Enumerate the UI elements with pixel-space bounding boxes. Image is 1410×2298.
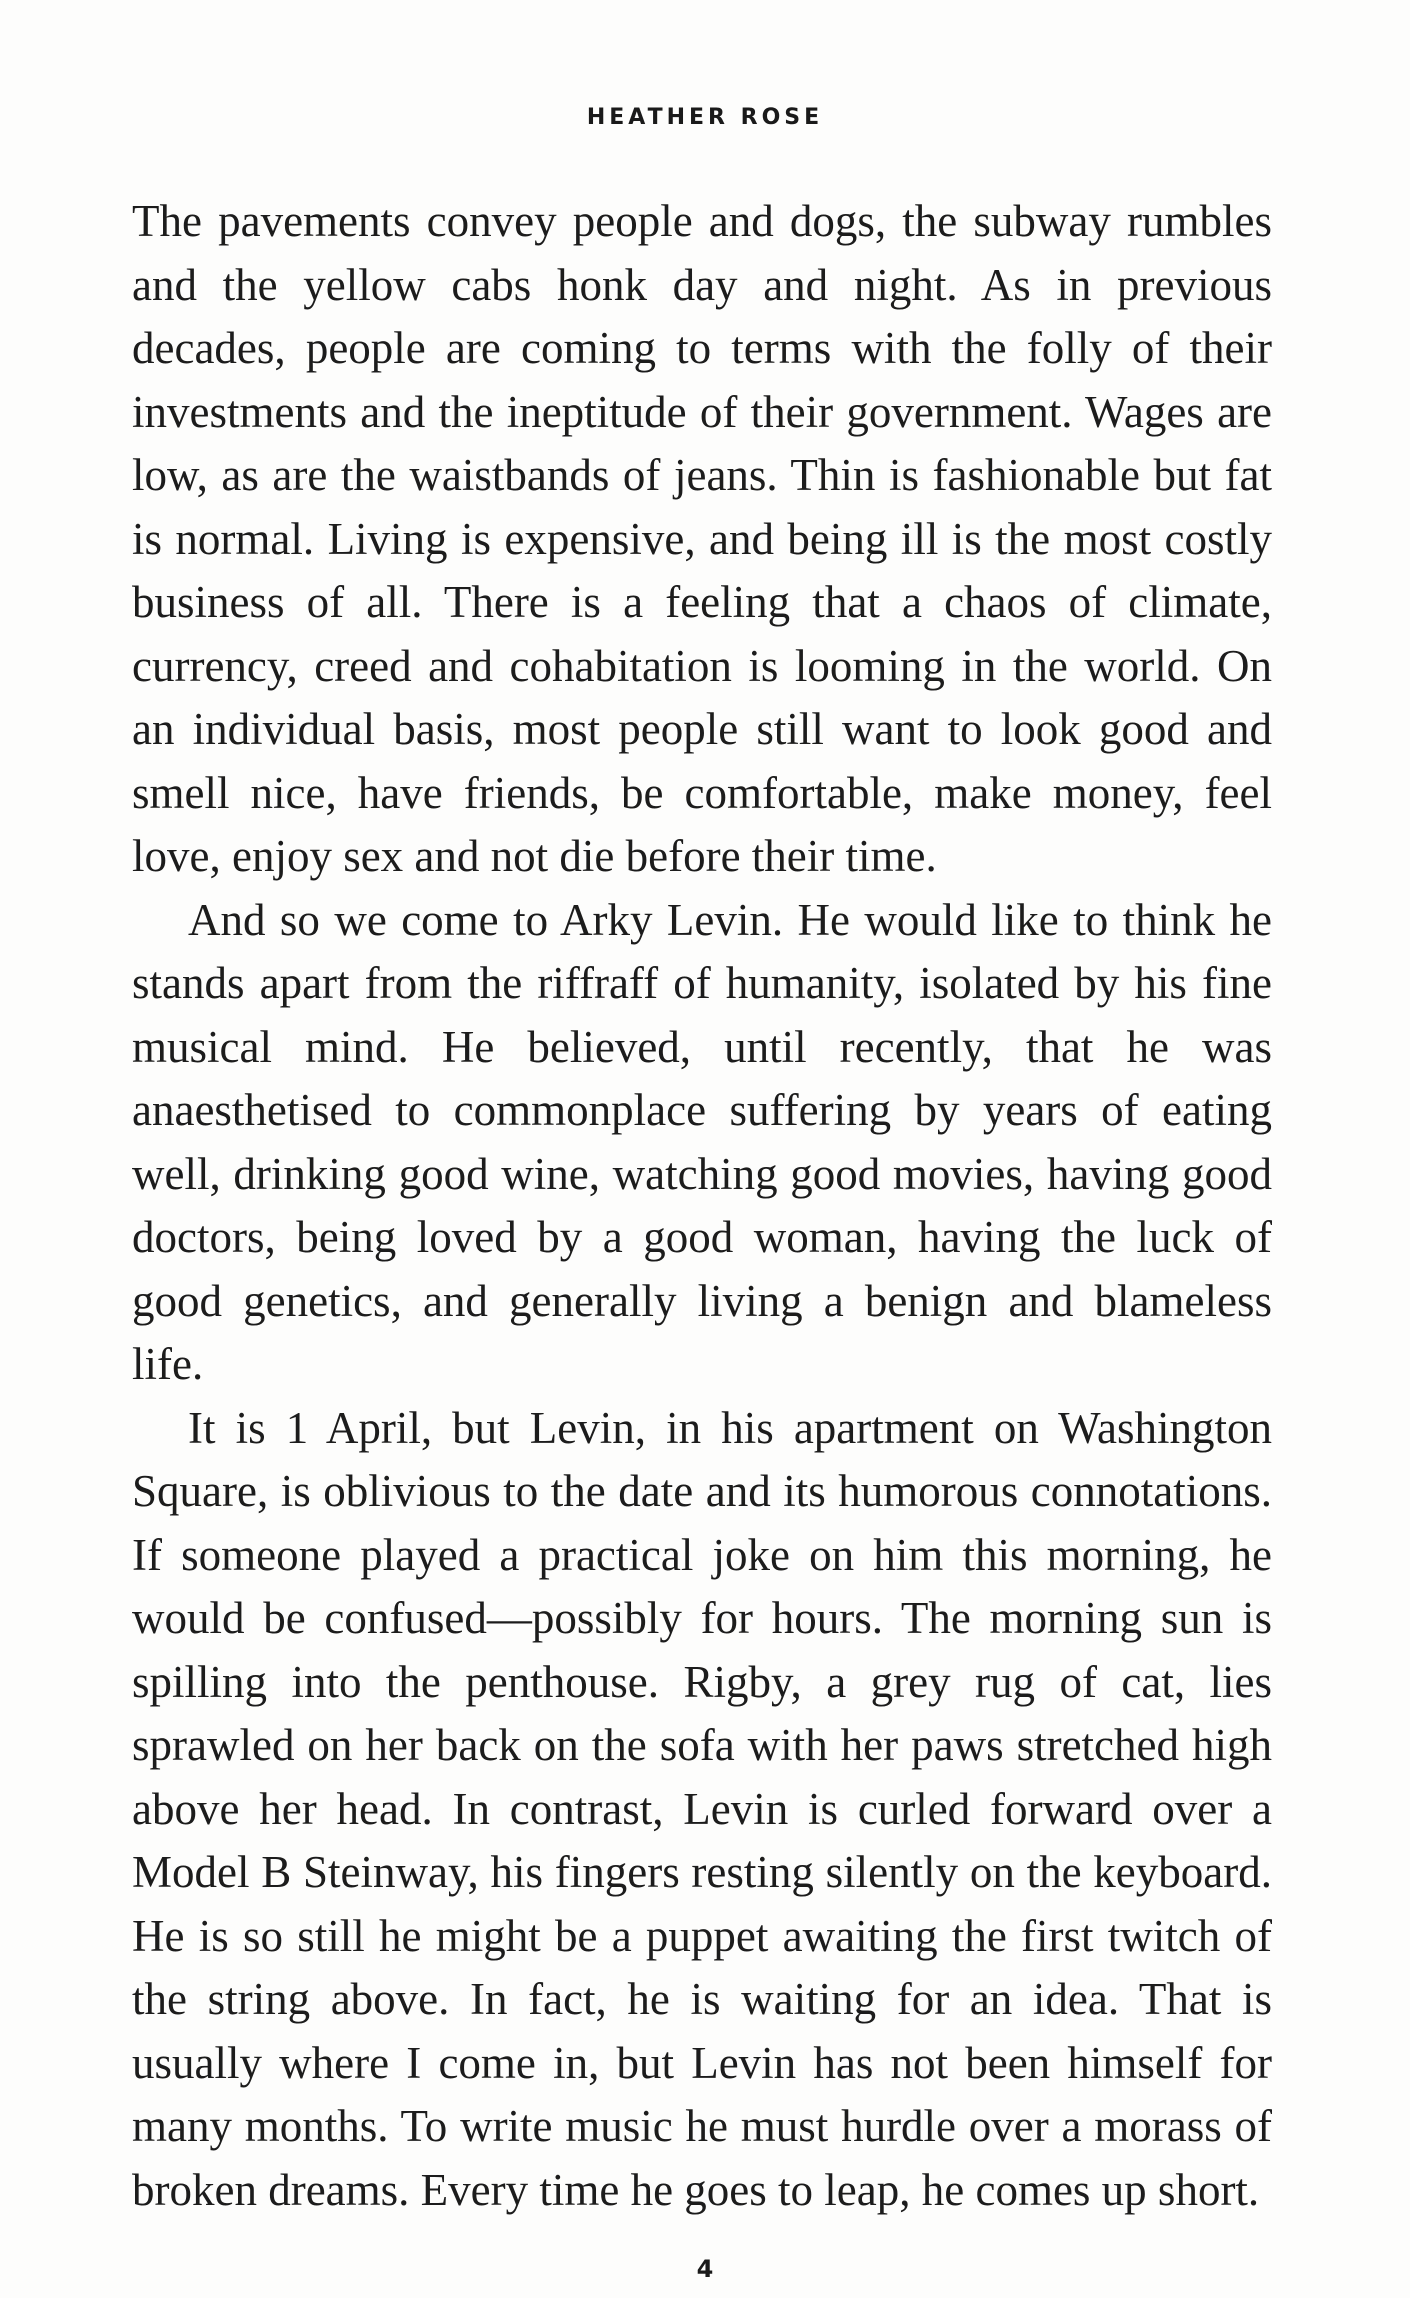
paragraph-2: And so we come to Arky Levin. He would like to think he stands apart from the riffraff of humanity, isolated by his fine musical mind. He believed, until recently, that he was anaesthetised to commonplace suffering by years of eating well, drinking good wine, watching good movies, having good doctors, being loved by a good woman, having the luck of good genetics, and generally living a benign and blameless life. — [132, 894, 1272, 1389]
page-number: 4 — [696, 2255, 714, 2283]
paragraph-1: The pavements convey people and dogs, the subway rumbles and the yellow cabs honk day and night. As in previous decades, people are coming to terms with the folly of their investments and the ineptitude of their government. Wages are low, as are the waistbands of jeans. Thin is fashionable but fat is normal. Living is expensive, and being ill is the most costly business of all. There is a feeling that a chaos of climate, currency, creed and cohabitation is looming in the world. On an individual basis, most people still want to look good and smell nice, have friends, be comfortable, make money, feel love, enjoy sex and not die before their time. — [132, 196, 1272, 881]
running-head: HEATHER ROSE — [586, 105, 824, 130]
paragraph-3: It is 1 April, but Levin, in his apartment on Washington Square, is oblivious to the date and its humorous connotations. If someone played a practical joke on him this morning, he would be confused—possibly for hours. The morning sun is spilling into the penthouse. Rigby, a grey rug of cat, lies sprawled on her back on the sofa with her paws stretched high above her head. In contrast, Levin is curled forward over a Model B Steinway, his fingers resting silently on the keyboard. He is so still he might be a puppet awaiting the first twitch of the string above. In fact, he is waiting for an idea. That is usually where I come in, but Levin has not been himself for many months. To write music he must hurdle over a morass of broken dreams. Every time he goes to leap, he comes up short. — [132, 1402, 1272, 2215]
body-text — [132, 190, 1272, 2222]
